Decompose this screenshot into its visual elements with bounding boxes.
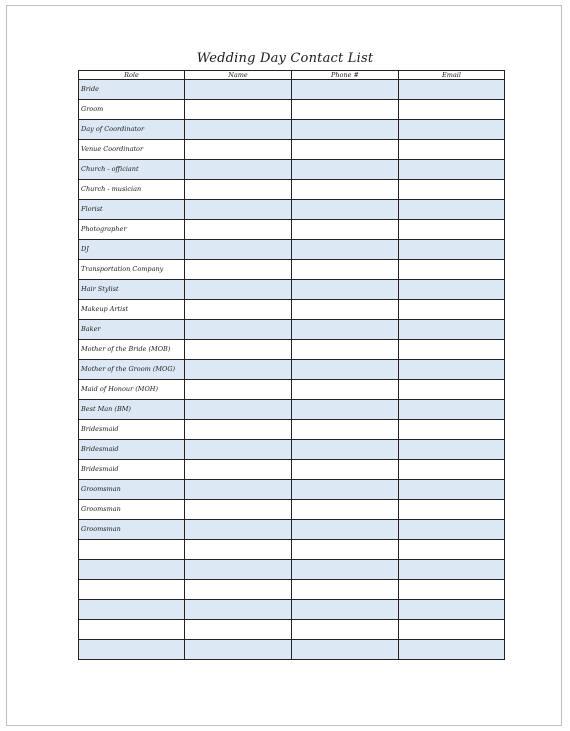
phone-cell[interactable] (292, 560, 399, 580)
role-cell: Venue Coordinator (79, 140, 185, 160)
email-cell[interactable] (399, 220, 505, 240)
email-cell[interactable] (399, 260, 505, 280)
role-cell: Bridesmaid (79, 440, 185, 460)
table-row (79, 380, 505, 400)
name-cell[interactable] (185, 520, 292, 540)
name-cell[interactable] (185, 300, 292, 320)
name-cell[interactable] (185, 160, 292, 180)
name-cell[interactable] (185, 340, 292, 360)
table-row (79, 480, 505, 500)
name-cell[interactable] (185, 420, 292, 440)
role-cell: Church - musician (79, 180, 185, 200)
role-cell (79, 560, 185, 580)
role-cell: Best Man (BM) (79, 400, 185, 420)
name-cell[interactable] (185, 600, 292, 620)
name-cell[interactable] (185, 580, 292, 600)
name-cell[interactable] (185, 140, 292, 160)
table-row (79, 300, 505, 320)
role-cell (79, 580, 185, 600)
name-cell[interactable] (185, 280, 292, 300)
table-row (79, 340, 505, 360)
role-cell: Bridesmaid (79, 420, 185, 440)
phone-cell[interactable] (292, 540, 399, 560)
role-cell: Day of Coordinator (79, 120, 185, 140)
role-cell: Groomsman (79, 480, 185, 500)
contact-table (78, 70, 505, 660)
email-cell[interactable] (399, 80, 505, 100)
column-header-name: Name (185, 71, 292, 80)
name-cell[interactable] (185, 100, 292, 120)
phone-cell[interactable] (292, 200, 399, 220)
name-cell[interactable] (185, 400, 292, 420)
role-cell: Mother of the Bride (MOB) (79, 340, 185, 360)
name-cell[interactable] (185, 560, 292, 580)
email-cell[interactable] (399, 420, 505, 440)
phone-cell[interactable] (292, 580, 399, 600)
email-cell[interactable] (399, 160, 505, 180)
phone-cell[interactable] (292, 220, 399, 240)
role-cell: Bridesmaid (79, 460, 185, 480)
role-cell: Groomsman (79, 500, 185, 520)
phone-cell[interactable] (292, 260, 399, 280)
email-cell[interactable] (399, 180, 505, 200)
table-row (79, 400, 505, 420)
table-row (79, 80, 505, 100)
phone-cell[interactable] (292, 340, 399, 360)
name-cell[interactable] (185, 360, 292, 380)
name-cell[interactable] (185, 460, 292, 480)
table-row (79, 620, 505, 640)
role-cell (79, 600, 185, 620)
email-cell[interactable] (399, 600, 505, 620)
name-cell[interactable] (185, 540, 292, 560)
table-row (79, 100, 505, 120)
name-cell[interactable] (185, 380, 292, 400)
email-cell[interactable] (399, 240, 505, 260)
table-row (79, 360, 505, 380)
column-header-role: Role (79, 71, 185, 80)
name-cell[interactable] (185, 640, 292, 660)
name-cell[interactable] (185, 320, 292, 340)
phone-cell[interactable] (292, 360, 399, 380)
phone-cell[interactable] (292, 620, 399, 640)
phone-cell[interactable] (292, 240, 399, 260)
email-cell[interactable] (399, 380, 505, 400)
table-row (79, 120, 505, 140)
phone-cell[interactable] (292, 120, 399, 140)
table-row (79, 320, 505, 340)
table-row (79, 500, 505, 520)
table-row (79, 200, 505, 220)
name-cell[interactable] (185, 220, 292, 240)
email-cell[interactable] (399, 500, 505, 520)
table-row (79, 180, 505, 200)
role-cell: Groomsman (79, 520, 185, 540)
phone-cell[interactable] (292, 600, 399, 620)
phone-cell[interactable] (292, 140, 399, 160)
table-row (79, 600, 505, 620)
name-cell[interactable] (185, 120, 292, 140)
email-cell[interactable] (399, 140, 505, 160)
phone-cell[interactable] (292, 160, 399, 180)
table-row (79, 580, 505, 600)
table-row (79, 460, 505, 480)
email-cell[interactable] (399, 120, 505, 140)
role-cell: Bride (79, 80, 185, 100)
table-row (79, 420, 505, 440)
name-cell[interactable] (185, 440, 292, 460)
table-row (79, 220, 505, 240)
role-cell: Hair Stylist (79, 280, 185, 300)
email-cell[interactable] (399, 640, 505, 660)
table-row (79, 540, 505, 560)
name-cell[interactable] (185, 80, 292, 100)
table-row (79, 260, 505, 280)
email-cell[interactable] (399, 300, 505, 320)
email-cell[interactable] (399, 440, 505, 460)
table-row (79, 640, 505, 660)
role-cell (79, 540, 185, 560)
email-cell[interactable] (399, 100, 505, 120)
table-row (79, 280, 505, 300)
table-row (79, 160, 505, 180)
table-header-row (79, 71, 505, 80)
email-cell[interactable] (399, 480, 505, 500)
role-cell: Baker (79, 320, 185, 340)
email-cell[interactable] (399, 280, 505, 300)
phone-cell[interactable] (292, 440, 399, 460)
column-header-email: Email (399, 71, 505, 80)
role-cell: Makeup Artist (79, 300, 185, 320)
name-cell[interactable] (185, 240, 292, 260)
phone-cell[interactable] (292, 500, 399, 520)
phone-cell[interactable] (292, 280, 399, 300)
phone-cell[interactable] (292, 460, 399, 480)
phone-cell[interactable] (292, 300, 399, 320)
email-cell[interactable] (399, 360, 505, 380)
phone-cell[interactable] (292, 80, 399, 100)
role-cell: Photographer (79, 220, 185, 240)
table-row (79, 240, 505, 260)
email-cell[interactable] (399, 580, 505, 600)
email-cell[interactable] (399, 460, 505, 480)
role-cell: Maid of Honour (MOH) (79, 380, 185, 400)
email-cell[interactable] (399, 540, 505, 560)
email-cell[interactable] (399, 560, 505, 580)
table-row (79, 560, 505, 580)
role-cell: Groom (79, 100, 185, 120)
role-cell: Transportation Company (79, 260, 185, 280)
table-row (79, 440, 505, 460)
name-cell[interactable] (185, 200, 292, 220)
email-cell[interactable] (399, 200, 505, 220)
role-cell (79, 620, 185, 640)
name-cell[interactable] (185, 480, 292, 500)
name-cell[interactable] (185, 620, 292, 640)
phone-cell[interactable] (292, 420, 399, 440)
column-header-phone: Phone # (292, 71, 399, 80)
role-cell: Florist (79, 200, 185, 220)
phone-cell[interactable] (292, 320, 399, 340)
table-row (79, 520, 505, 540)
email-cell[interactable] (399, 520, 505, 540)
phone-cell[interactable] (292, 400, 399, 420)
phone-cell[interactable] (292, 380, 399, 400)
email-cell[interactable] (399, 620, 505, 640)
email-cell[interactable] (399, 320, 505, 340)
phone-cell[interactable] (292, 640, 399, 660)
table-row (79, 140, 505, 160)
name-cell[interactable] (185, 180, 292, 200)
phone-cell[interactable] (292, 100, 399, 120)
email-cell[interactable] (399, 400, 505, 420)
phone-cell[interactable] (292, 520, 399, 540)
email-cell[interactable] (399, 340, 505, 360)
document-title: Wedding Day Contact List (196, 51, 374, 66)
role-cell: Church - officiant (79, 160, 185, 180)
role-cell: DJ (79, 240, 185, 260)
role-cell: Mother of the Groom (MOG) (79, 360, 185, 380)
role-cell (79, 640, 185, 660)
phone-cell[interactable] (292, 480, 399, 500)
name-cell[interactable] (185, 500, 292, 520)
name-cell[interactable] (185, 260, 292, 280)
phone-cell[interactable] (292, 180, 399, 200)
